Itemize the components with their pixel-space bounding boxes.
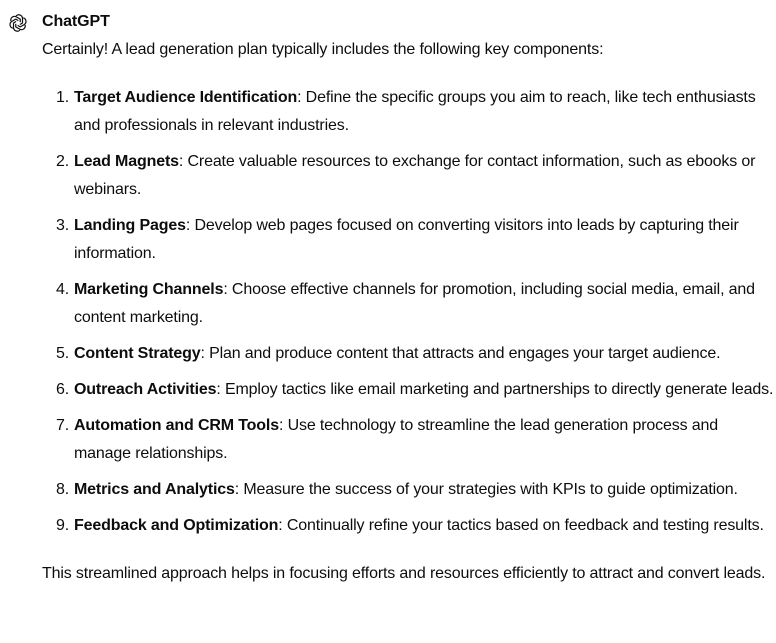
list-item-title: Automation and CRM Tools [74, 417, 279, 434]
list-item-title: Metrics and Analytics [74, 481, 235, 498]
message-intro: Certainly! A lead generation plan typically includes the following key components: [42, 41, 604, 58]
list-item-number: 9. [55, 517, 69, 534]
list-item-title: Landing Pages [74, 217, 186, 234]
list-item [42, 476, 774, 504]
list-item-title: Marketing Channels [74, 281, 224, 298]
list-item-text: : Define the specific groups you aim to reach, like tech enthusiasts and professionals in relevant industries. [74, 89, 756, 134]
list-item-text: : Choose effective channels for promotion, including social media, email, and content marketing. [74, 281, 755, 326]
list-item-title: Lead Magnets [74, 153, 179, 170]
openai-logo-icon [9, 14, 27, 32]
component-list [42, 84, 774, 540]
list-item [42, 84, 774, 140]
list-item [42, 512, 774, 540]
list-item [42, 212, 774, 268]
list-item-title: Feedback and Optimization [74, 517, 279, 534]
list-item-text: : Plan and produce content that attracts and engages your target audience. [200, 345, 721, 362]
list-item-number: 3. [55, 217, 69, 234]
list-item-number: 1. [55, 89, 69, 106]
list-item-text: : Develop web pages focused on converting visitors into leads by capturing their information. [74, 217, 739, 262]
list-item-number: 6. [55, 381, 69, 398]
list-item [42, 148, 774, 204]
list-item-text: : Create valuable resources to exchange for contact information, such as ebooks or webinars. [74, 153, 756, 198]
list-item-number: 5. [55, 345, 69, 362]
list-item-number: 4. [55, 281, 69, 298]
list-item-number: 8. [55, 481, 69, 498]
list-item-title: Target Audience Identification [74, 89, 298, 106]
list-item-number: 2. [55, 153, 69, 170]
list-item-number: 7. [55, 417, 69, 434]
list-item-title: Outreach Activities [74, 381, 217, 398]
list-item-text: : Use technology to streamline the lead generation process and manage relationships. [74, 417, 718, 462]
list-item-text: : Continually refine your tactics based on feedback and testing results. [278, 517, 764, 534]
list-item-title: Content Strategy [74, 345, 201, 362]
list-item [42, 276, 774, 332]
list-item-text: : Measure the success of your strategies with KPIs to guide optimization. [234, 481, 738, 498]
message-author: ChatGPT [42, 13, 110, 30]
list-item-text: : Employ tactics like email marketing and partnerships to directly generate leads. [216, 381, 774, 398]
list-item [42, 376, 774, 404]
list-item [42, 412, 774, 468]
message-content[interactable] [42, 36, 774, 588]
message-outro: This streamlined approach helps in focusing efforts and resources efficiently to attract and convert leads. [42, 565, 766, 582]
list-item [42, 340, 774, 368]
